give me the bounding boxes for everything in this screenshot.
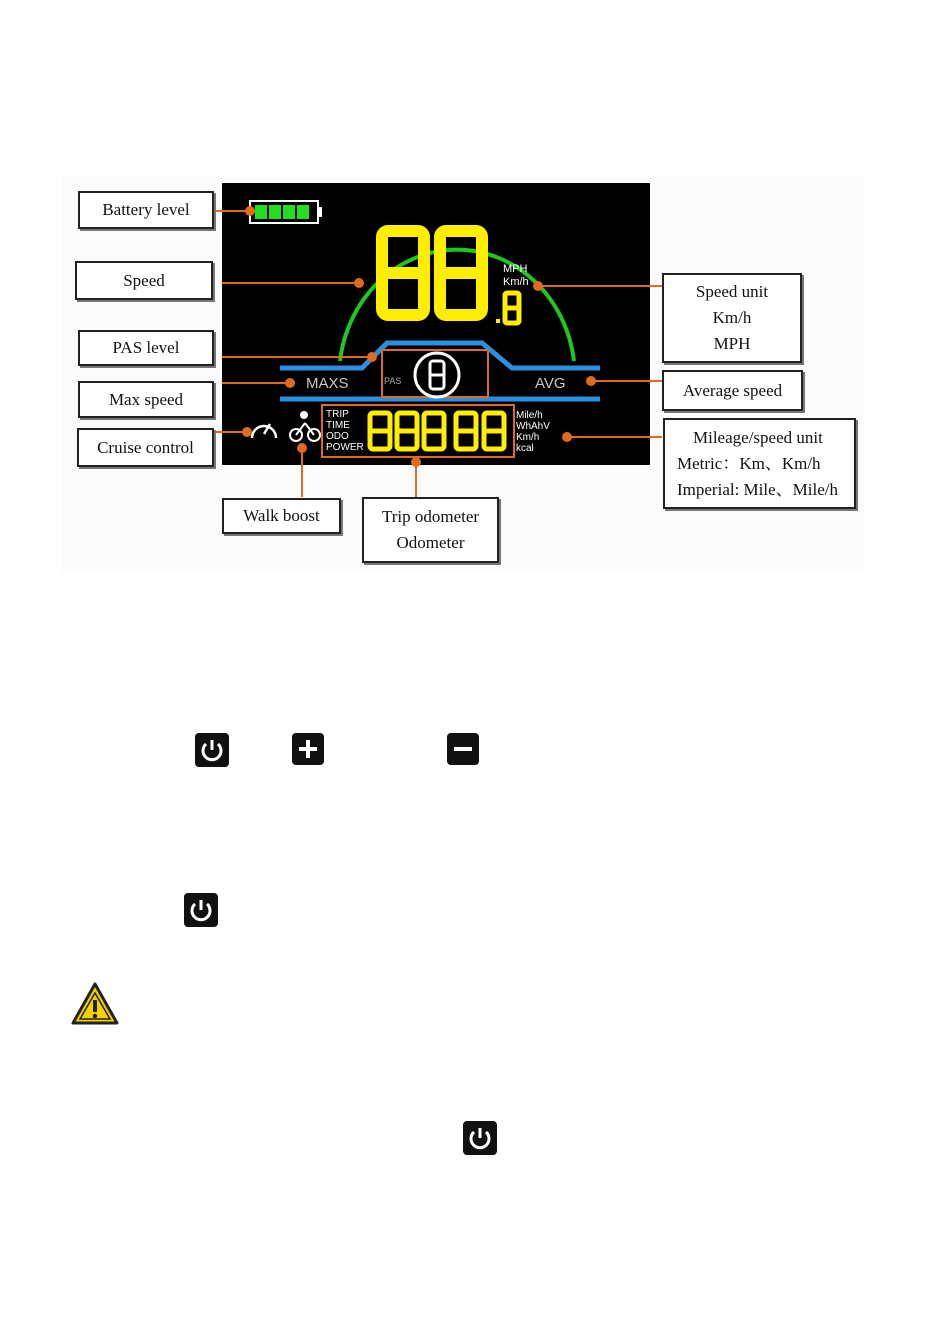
minus-icon [447, 733, 479, 765]
power-icon [195, 733, 229, 767]
callout-trip-odometer [362, 497, 499, 563]
mileage-unit-line-1: Mileage/speed unit [693, 427, 823, 447]
warning-icon [70, 981, 120, 1027]
unit-mile-h: Mile/h [516, 410, 543, 421]
speed-unit-kmh: Km/h [503, 276, 529, 288]
unit-kcal: kcal [516, 443, 534, 454]
mileage-unit-line-2: Metric：Km、Km/h [677, 453, 821, 473]
speed-unit-mph: MPH [503, 263, 528, 275]
mode-trip: TRIP [326, 409, 349, 420]
unit-whahv: WhAhV [516, 421, 550, 432]
maxs-label: MAXS [306, 375, 349, 392]
plus-icon [292, 733, 324, 765]
mode-odo: ODO [326, 431, 349, 442]
speed-unit-line-3: MPH [713, 334, 751, 353]
unit-kmh: Km/h [516, 432, 540, 443]
callout-battery-level: Battery level [78, 191, 214, 229]
speed-unit-line-1: Speed unit [695, 282, 769, 301]
mileage-unit-line-3: Imperial: Mile、Mile/h [677, 479, 838, 499]
mode-time: TIME [326, 420, 350, 431]
callout-mileage-unit [663, 418, 856, 509]
callout-speed: Speed [75, 261, 213, 300]
callout-walk-boost: Walk boost [222, 498, 341, 534]
power-icon [463, 1121, 497, 1155]
power-icon [184, 893, 218, 927]
callout-cruise-control: Cruise control [77, 428, 214, 467]
speed-unit-line-2: Km/h [712, 308, 752, 327]
callout-average-speed: Average speed [662, 370, 803, 411]
trip-odometer-line-2: Odometer [396, 533, 465, 552]
avg-label: AVG [535, 375, 566, 392]
pas-label: PAS [384, 376, 402, 386]
callout-speed-unit [662, 273, 802, 363]
trip-odometer-line-1: Trip odometer [381, 507, 480, 526]
callout-pas-level: PAS level [78, 330, 214, 366]
callout-max-speed: Max speed [78, 381, 214, 418]
mode-power: POWER [326, 442, 364, 453]
